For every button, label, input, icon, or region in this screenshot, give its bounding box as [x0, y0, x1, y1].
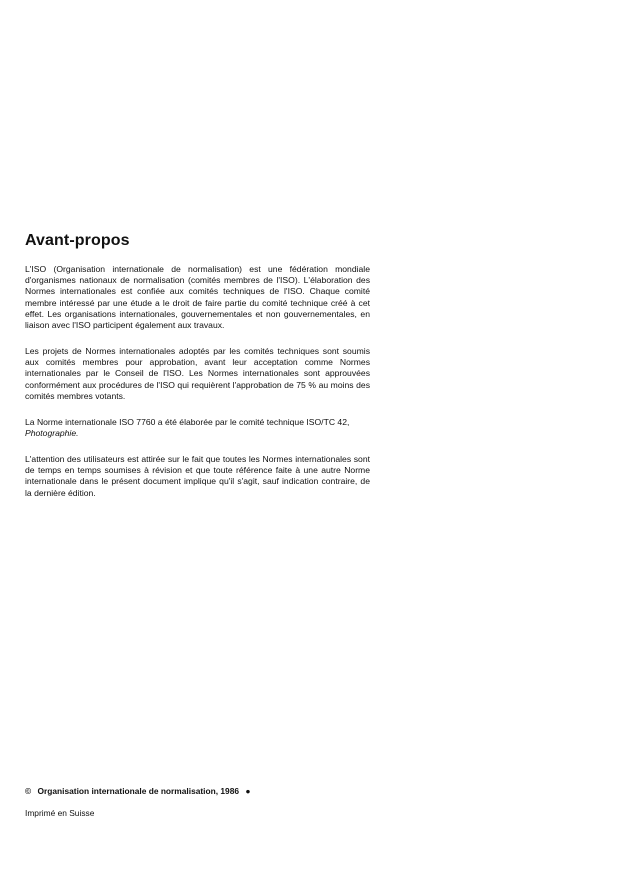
copyright-line: [25, 786, 254, 796]
committee-subject: Photographie.: [25, 428, 79, 439]
bullet-icon: ●: [245, 786, 251, 796]
paragraph-revision-notice: L'attention des utilisateurs est attirée sur le fait que toutes les Normes internationales sont de temps en temps soumises à révision et que toute référence faite à une autre Norme internationale dans le présent document implique qu'il s'agit, sauf indication contraire, de la dernière édition.: [25, 454, 370, 498]
page-title: Avant-propos: [25, 232, 130, 249]
paragraph-iso-intro: L'ISO (Organisation internationale de normalisation) est une fédération mondiale d'organismes nationaux de normalisation (comités membres de l'ISO). L'élaboration des Normes internationales est confiée aux comités techniques de l'ISO. Chaque comité membre intéressé par une étude a le droit de faire partie du comité technique créé à cet effet. Les organisations internationales, gouvernementales et non gouvernementales, en liaison avec l'ISO participent également aux travaux.: [25, 264, 370, 331]
paragraph-approval: Les projets de Normes internationales adoptés par les comités techniques sont soumis aux comités membres pour approbation, avant leur acceptation comme Normes internationales par le Conseil de l'ISO. Les Normes internationales sont approuvées conformément aux procédures de l'ISO qui requièrent l'approbation de 75 % au moins des comités membres votants.: [25, 346, 370, 401]
paragraph-committee: [25, 417, 370, 439]
printed-in-line: Imprimé en Suisse: [25, 808, 95, 818]
copyright-icon: ©: [25, 786, 32, 796]
copyright-text: Organisation internationale de normalisation, 1986: [37, 786, 240, 796]
committee-text: La Norme internationale ISO 7760 a été élaborée par le comité technique ISO/TC 42,: [25, 417, 350, 427]
